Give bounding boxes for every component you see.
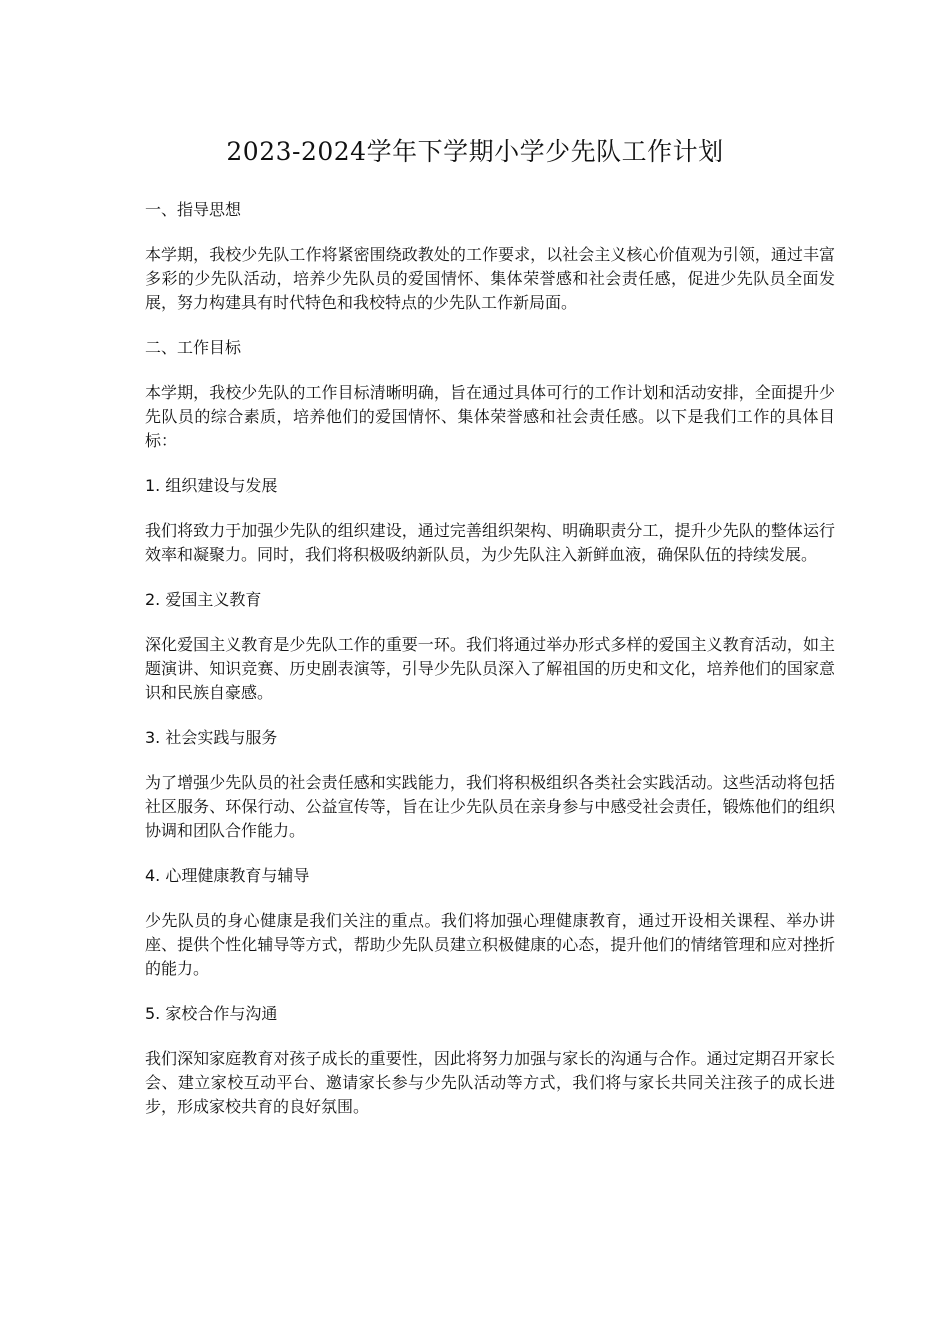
- section-heading: 4. 心理健康教育与辅导: [145, 866, 310, 885]
- section-heading: 1. 组织建设与发展: [145, 476, 278, 495]
- document-body: [145, 198, 835, 1140]
- section-social-practice: [145, 726, 835, 843]
- section-heading: 二、工作目标: [145, 338, 242, 357]
- section-paragraph: 深化爱国主义教育是少先队工作的重要一环。我们将通过举办形式多样的爱国主义教育活动，如主题演讲、知识竞赛、历史剧表演等，引导少先队员深入了解祖国的历史和文化，培养他们的国家意识和民族自豪感。: [145, 635, 835, 702]
- section-heading: 一、指导思想: [145, 200, 242, 219]
- section-paragraph: 我们将致力于加强少先队的组织建设，通过完善组织架构、明确职责分工，提升少先队的整体运行效率和凝聚力。同时，我们将积极吸纳新队员，为少先队注入新鲜血液，确保队伍的持续发展。: [145, 521, 835, 564]
- section-paragraph: 我们深知家庭教育对孩子成长的重要性，因此将努力加强与家长的沟通与合作。通过定期召开家长会、建立家校互动平台、邀请家长参与少先队活动等方式，我们将与家长共同关注孩子的成长进步，形成家校共育的良好氛围。: [145, 1049, 835, 1116]
- section-heading: 5. 家校合作与沟通: [145, 1004, 278, 1023]
- section-guiding-ideology: [145, 198, 835, 315]
- document-title: 2023-2024学年下学期小学少先队工作计划: [226, 137, 724, 166]
- section-paragraph: 本学期，我校少先队工作将紧密围绕政教处的工作要求，以社会主义核心价值观为引领，通过丰富多彩的少先队活动，培养少先队员的爱国情怀、集体荣誉感和社会责任感，促进少先队员全面发展，努力构建具有时代特色和我校特点的少先队工作新局面。: [145, 245, 835, 312]
- section-paragraph: 本学期，我校少先队的工作目标清晰明确，旨在通过具体可行的工作计划和活动安排，全面提升少先队员的综合素质，培养他们的爱国情怀、集体荣誉感和社会责任感。以下是我们工作的具体目标：: [145, 383, 835, 450]
- section-paragraph: 少先队员的身心健康是我们关注的重点。我们将加强心理健康教育，通过开设相关课程、举办讲座、提供个性化辅导等方式，帮助少先队员建立积极健康的心态，提升他们的情绪管理和应对挫折的能力。: [145, 911, 835, 978]
- section-heading: 3. 社会实践与服务: [145, 728, 278, 747]
- section-work-goals: [145, 336, 835, 453]
- section-heading: 2. 爱国主义教育: [145, 590, 262, 609]
- section-organization-building: [145, 474, 835, 567]
- section-patriotic-education: [145, 588, 835, 705]
- section-home-school-cooperation: [145, 1002, 835, 1119]
- section-mental-health: [145, 864, 835, 981]
- section-paragraph: 为了增强少先队员的社会责任感和实践能力，我们将积极组织各类社会实践活动。这些活动将包括社区服务、环保行动、公益宣传等，旨在让少先队员在亲身参与中感受社会责任，锻炼他们的组织协调和团队合作能力。: [145, 773, 835, 840]
